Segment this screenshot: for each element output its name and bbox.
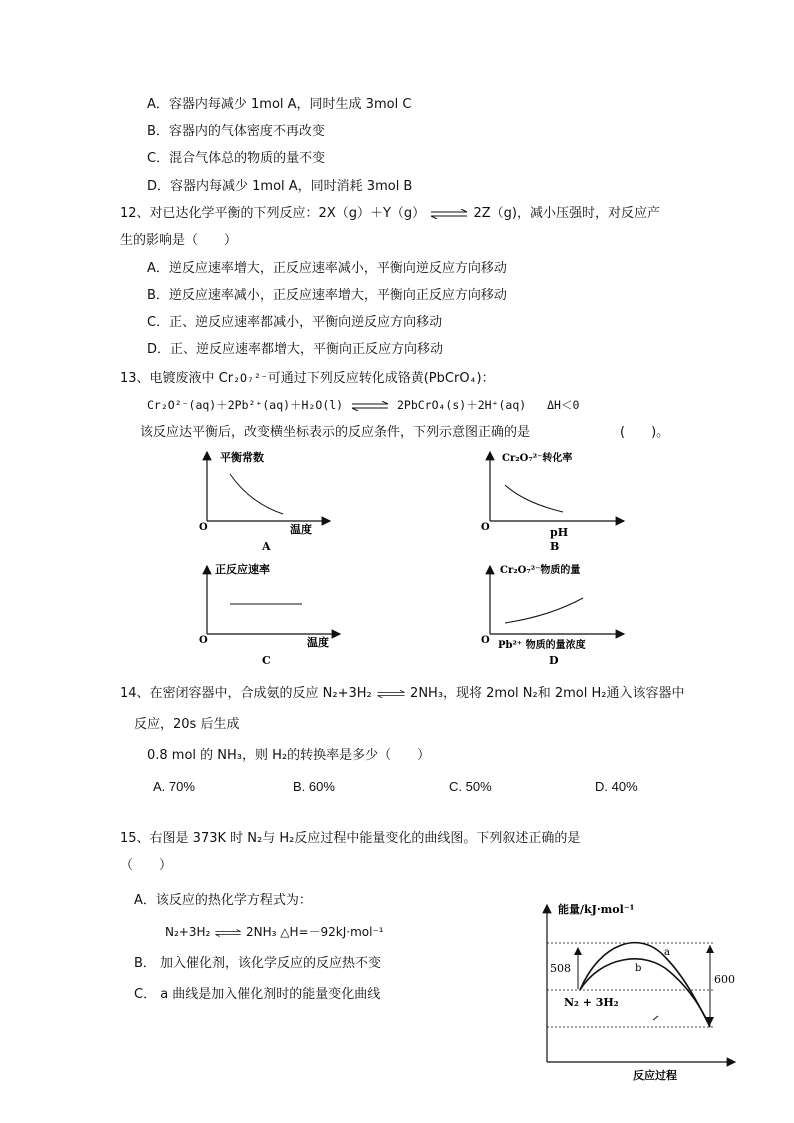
q15-stem: 15、右图是 373K 时 N₂与 H₂反应过程中能量变化的曲线图。下列叙述正确的是 (120, 831, 581, 846)
q12-option-a: A．逆反应速率增大，正反应速率减小，平衡向逆反应方向移动 (147, 261, 507, 276)
graph-c (199, 562, 340, 667)
graph-c-letter: C (262, 654, 271, 667)
graph-d-xlabel: Pb²⁺ 物质的量浓度 (498, 640, 586, 651)
label-508: 508 (550, 962, 571, 975)
q12-option-c: C．正、逆反应速率都减小，平衡向逆反应方向移动 (147, 315, 443, 330)
q14-stem-line3: 0.8 mol 的 NH₃，则 H₂的转换率是多少（ ） (147, 748, 431, 763)
graph-d-origin: O (481, 635, 490, 646)
curve-b-label: b (635, 963, 642, 974)
q14-choice-c: C. 50% (449, 779, 492, 794)
q15-option-a-eq (165, 923, 384, 941)
q14-choice-d: D. 40% (595, 779, 638, 794)
q15-option-b: B． 加入催化剂，该化学反应的反应热不变 (134, 956, 382, 971)
q13-stem: 13、电镀废液中 Cr₂O₇²⁻可通过下列反应转化成铬黄(PbCrO₄)： (120, 371, 495, 386)
q13-stem-post: 可通过下列反应转化成铬黄(PbCrO (267, 371, 470, 386)
q14-choice-a: A. 70% (153, 779, 195, 794)
q15-bracket: （ ） (120, 858, 173, 873)
label-600: 600 (714, 973, 735, 986)
energy-curve-a (580, 943, 710, 1027)
q12-stem-line2: 生的影响是（ ） (120, 233, 238, 248)
graph-a-ylabel: 平衡常数 (220, 451, 264, 464)
graph-a-origin: O (199, 522, 208, 533)
q12-stem (120, 205, 660, 223)
q12-stem-pre: 12、对已达化学平衡的下列反应：2X（g）＋Y（g） (120, 206, 426, 221)
graph-d (481, 563, 624, 667)
graph-b-origin: O (481, 522, 490, 533)
q11-option-a: A．容器内每减少 1mol A，同时生成 3mol C (147, 97, 412, 112)
q13-equation (147, 396, 579, 414)
q11-option-b: B．容器内的气体密度不再改变 (147, 124, 325, 139)
q12-option-d: D．正、逆反应速率都增大，平衡向正反应方向移动 (147, 342, 444, 357)
q14-stem-pre: 14、在密闭容器中，合成氨的反应 N₂+3H₂ (120, 686, 372, 701)
q11-option-c: C．混合气体总的物质的量不变 (147, 151, 326, 166)
q13-delta-h: ΔH＜0 (547, 398, 580, 412)
q13-stem-end: )： (476, 371, 495, 386)
energy-chart-xlabel: 反应过程 (633, 1069, 677, 1082)
q14-stem-line2: 反应，20s 后生成 (134, 717, 240, 732)
equilibrium-arrow-icon (214, 928, 242, 938)
q13-graphs (190, 448, 640, 673)
q13-bracket: ( )。 (620, 425, 670, 440)
q15-option-c: C． a 曲线是加入催化剂时的能量变化曲线 (134, 987, 381, 1002)
graph-b (481, 451, 624, 553)
q13-question: 该反应达平衡后，改变横坐标表示的反应条件，下列示意图正确的是 (140, 425, 531, 440)
equilibrium-arrow-icon (350, 401, 390, 411)
q15-energy-chart (530, 897, 745, 1087)
label-n2-3h2: N₂ + 3H₂ (564, 996, 619, 1009)
graph-d-ylabel: Cr₂O₇²⁻物质的量 (500, 565, 581, 576)
graph-d-letter: D (549, 654, 559, 667)
curve-a-label: a (664, 947, 670, 958)
energy-curve-b (580, 959, 710, 1027)
graph-c-ylabel: 正反应速率 (215, 563, 270, 576)
equilibrium-arrow-icon (376, 689, 406, 699)
graph-c-xlabel: 温度 (307, 636, 329, 649)
q15-eq-left: N₂+3H₂ (165, 925, 211, 939)
graph-a (199, 450, 330, 553)
q12-stem-post: 2Z（g)，减小压强时，对反应产 (473, 206, 660, 221)
graph-b-ylabel: Cr₂O₇²⁻转化率 (502, 453, 573, 464)
q15-option-a: A．该反应的热化学方程式为： (134, 893, 312, 908)
q14-stem (120, 685, 684, 703)
q15-eq-right: 2NH₃ △H=－92kJ·mol⁻¹ (245, 925, 384, 939)
graph-c-origin: O (199, 635, 208, 646)
energy-chart-ylabel: 能量/kJ·mol⁻¹ (558, 903, 635, 916)
equilibrium-arrow-icon (429, 209, 469, 219)
graph-a-xlabel: 温度 (290, 523, 312, 536)
q11-option-d: D．容器内每减少 1mol A，同时消耗 3mol B (147, 179, 413, 194)
q14-choice-b: B. 60% (293, 779, 335, 794)
graph-a-letter: A (262, 540, 271, 553)
q13-eq-right: 2PbCrO₄(s)＋2H⁺(aq) (396, 398, 527, 412)
q13-eq-left: Cr₂O²⁻(aq)＋2Pb²⁺(aq)＋H₂O(l) (147, 398, 344, 412)
graph-b-letter: B (550, 540, 560, 553)
q12-option-b: B．逆反应速率减小，正反应速率增大，平衡向正反应方向移动 (147, 288, 507, 303)
q13-stem-pre: 13、电镀废液中 Cr (120, 371, 234, 386)
graph-b-xlabel: pH (550, 526, 569, 539)
q14-stem-post: 2NH₃，现将 2mol N₂和 2mol H₂通入该容器中 (410, 686, 685, 701)
